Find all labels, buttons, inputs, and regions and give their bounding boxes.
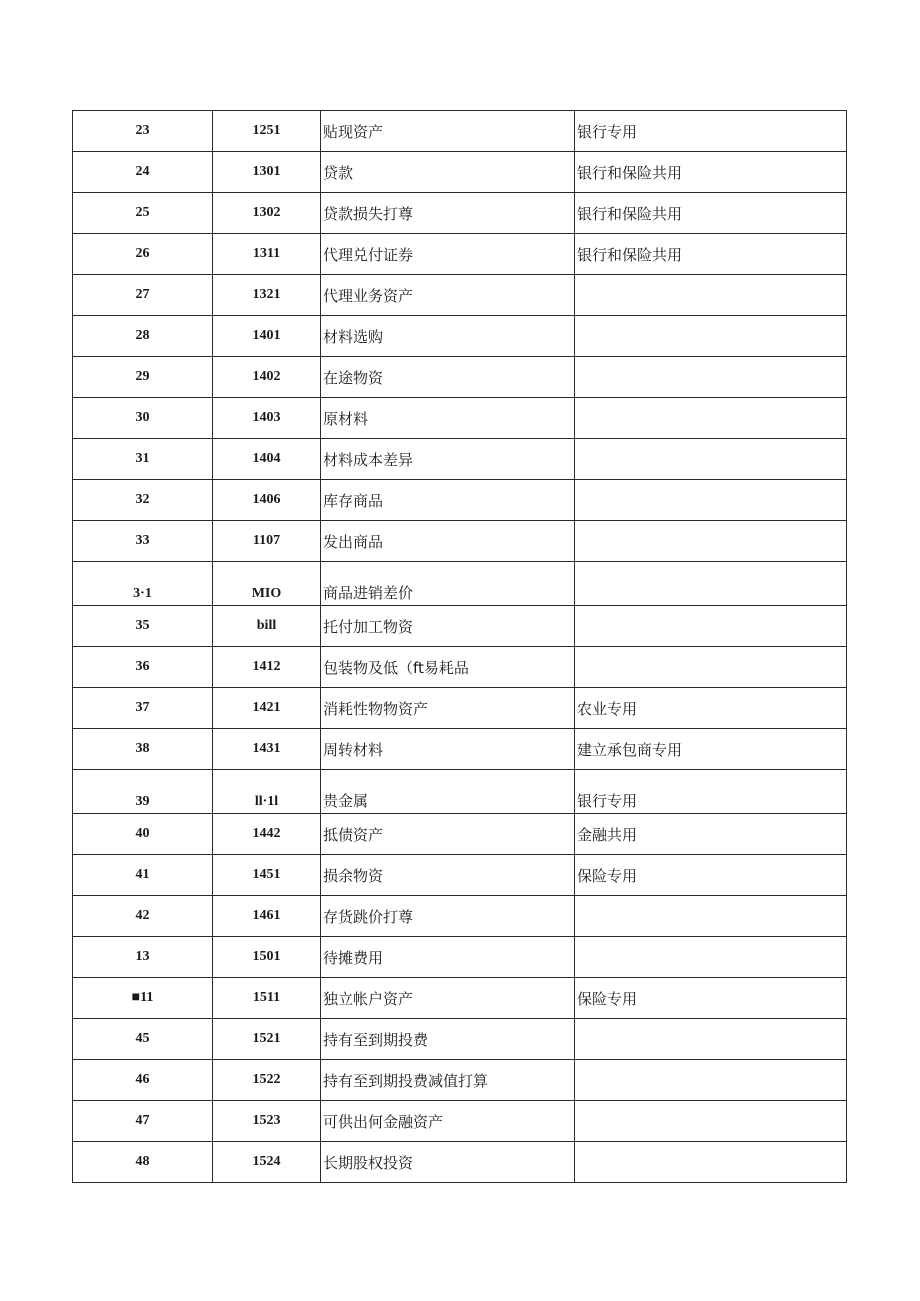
row-number: 40 [73, 814, 213, 855]
account-name: 可供出何金融资产 [321, 1101, 575, 1142]
row-number: 23 [73, 111, 213, 152]
account-note: 银行和保险共用 [575, 193, 847, 234]
table-row [73, 978, 847, 1019]
account-name: 代理兑付证券 [321, 234, 575, 275]
account-note [575, 606, 847, 647]
account-name: 贷款损失打尊 [321, 193, 575, 234]
table-row [73, 606, 847, 647]
row-number: 27 [73, 275, 213, 316]
table-row [73, 234, 847, 275]
row-number: 42 [73, 896, 213, 937]
account-note: 银行和保险共用 [575, 152, 847, 193]
account-note [575, 480, 847, 521]
account-note [575, 275, 847, 316]
account-note: 农业专用 [575, 688, 847, 729]
account-name: 长期股权投资 [321, 1142, 575, 1183]
account-name: 抵债资产 [321, 814, 575, 855]
account-note [575, 357, 847, 398]
account-code: 1403 [213, 398, 321, 439]
row-number: 36 [73, 647, 213, 688]
row-number: 47 [73, 1101, 213, 1142]
account-note [575, 562, 847, 606]
table-row [73, 480, 847, 521]
row-number: ■11 [73, 978, 213, 1019]
account-code: ll·1l [213, 770, 321, 814]
account-name: 持有至到期投费减值打算 [321, 1060, 575, 1101]
account-name: 材料成本差异 [321, 439, 575, 480]
account-code: 1251 [213, 111, 321, 152]
account-code: 1461 [213, 896, 321, 937]
account-name: 损余物资 [321, 855, 575, 896]
account-name: 消耗性物物资产 [321, 688, 575, 729]
account-code: 1302 [213, 193, 321, 234]
row-number: 41 [73, 855, 213, 896]
account-name: 贵金属 [321, 770, 575, 814]
table-row [73, 111, 847, 152]
table-row [73, 316, 847, 357]
table-row [73, 770, 847, 814]
account-note [575, 1060, 847, 1101]
table-row [73, 1101, 847, 1142]
row-number: 33 [73, 521, 213, 562]
account-code: 1501 [213, 937, 321, 978]
account-name: 独立帐户资产 [321, 978, 575, 1019]
account-code: 1412 [213, 647, 321, 688]
account-note [575, 439, 847, 480]
account-table-body [73, 111, 847, 1183]
account-note [575, 316, 847, 357]
account-table [72, 110, 847, 1183]
account-code: 1524 [213, 1142, 321, 1183]
account-name: 贴现资产 [321, 111, 575, 152]
row-number: 37 [73, 688, 213, 729]
table-row [73, 275, 847, 316]
row-number: 32 [73, 480, 213, 521]
table-row [73, 647, 847, 688]
account-name: 发出商品 [321, 521, 575, 562]
account-note: 银行专用 [575, 770, 847, 814]
account-note: 金融共用 [575, 814, 847, 855]
account-code: 1402 [213, 357, 321, 398]
table-row [73, 439, 847, 480]
account-code: 1431 [213, 729, 321, 770]
row-number: 28 [73, 316, 213, 357]
row-number: 45 [73, 1019, 213, 1060]
account-code: 1404 [213, 439, 321, 480]
account-name: 包装物及低（ft易耗品 [321, 647, 575, 688]
account-note [575, 1142, 847, 1183]
account-code: 1523 [213, 1101, 321, 1142]
table-row [73, 357, 847, 398]
row-number: 13 [73, 937, 213, 978]
account-note: 银行专用 [575, 111, 847, 152]
table-row [73, 814, 847, 855]
table-row [73, 896, 847, 937]
table-row [73, 398, 847, 439]
account-code: 1321 [213, 275, 321, 316]
account-code: 1521 [213, 1019, 321, 1060]
account-name: 待摊费用 [321, 937, 575, 978]
row-number: 31 [73, 439, 213, 480]
account-name: 持有至到期投费 [321, 1019, 575, 1060]
row-number: 38 [73, 729, 213, 770]
row-number: 48 [73, 1142, 213, 1183]
account-name: 代理业务资产 [321, 275, 575, 316]
account-name: 库存商品 [321, 480, 575, 521]
account-code: bill [213, 606, 321, 647]
table-row [73, 1060, 847, 1101]
account-note: 银行和保险共用 [575, 234, 847, 275]
account-code: 1311 [213, 234, 321, 275]
account-code: 1442 [213, 814, 321, 855]
account-name: 原材料 [321, 398, 575, 439]
table-row [73, 688, 847, 729]
account-note [575, 398, 847, 439]
account-code: 1421 [213, 688, 321, 729]
account-note [575, 1019, 847, 1060]
account-code: 1522 [213, 1060, 321, 1101]
table-row [73, 152, 847, 193]
account-code: 1401 [213, 316, 321, 357]
account-name: 商品进销差价 [321, 562, 575, 606]
account-name: 材料选购 [321, 316, 575, 357]
account-code: 1107 [213, 521, 321, 562]
account-note: 建立承包商专用 [575, 729, 847, 770]
account-note: 保险专用 [575, 978, 847, 1019]
account-note [575, 521, 847, 562]
account-code: 1511 [213, 978, 321, 1019]
account-note [575, 647, 847, 688]
table-row [73, 855, 847, 896]
table-row [73, 1019, 847, 1060]
account-code: MIO [213, 562, 321, 606]
row-number: 24 [73, 152, 213, 193]
account-name: 贷款 [321, 152, 575, 193]
account-code: 1451 [213, 855, 321, 896]
table-row [73, 937, 847, 978]
row-number: 35 [73, 606, 213, 647]
table-row [73, 521, 847, 562]
account-note [575, 896, 847, 937]
row-number: 46 [73, 1060, 213, 1101]
account-note [575, 1101, 847, 1142]
account-note: 保险专用 [575, 855, 847, 896]
row-number: 25 [73, 193, 213, 234]
row-number: 30 [73, 398, 213, 439]
row-number: 26 [73, 234, 213, 275]
account-name: 在途物资 [321, 357, 575, 398]
row-number: 3·1 [73, 562, 213, 606]
account-name: 托付加工物资 [321, 606, 575, 647]
account-note [575, 937, 847, 978]
table-row [73, 562, 847, 606]
account-name: 存货跳价打尊 [321, 896, 575, 937]
account-code: 1301 [213, 152, 321, 193]
account-code: 1406 [213, 480, 321, 521]
row-number: 29 [73, 357, 213, 398]
row-number: 39 [73, 770, 213, 814]
table-row [73, 1142, 847, 1183]
account-name: 周转材料 [321, 729, 575, 770]
table-row [73, 193, 847, 234]
table-row [73, 729, 847, 770]
